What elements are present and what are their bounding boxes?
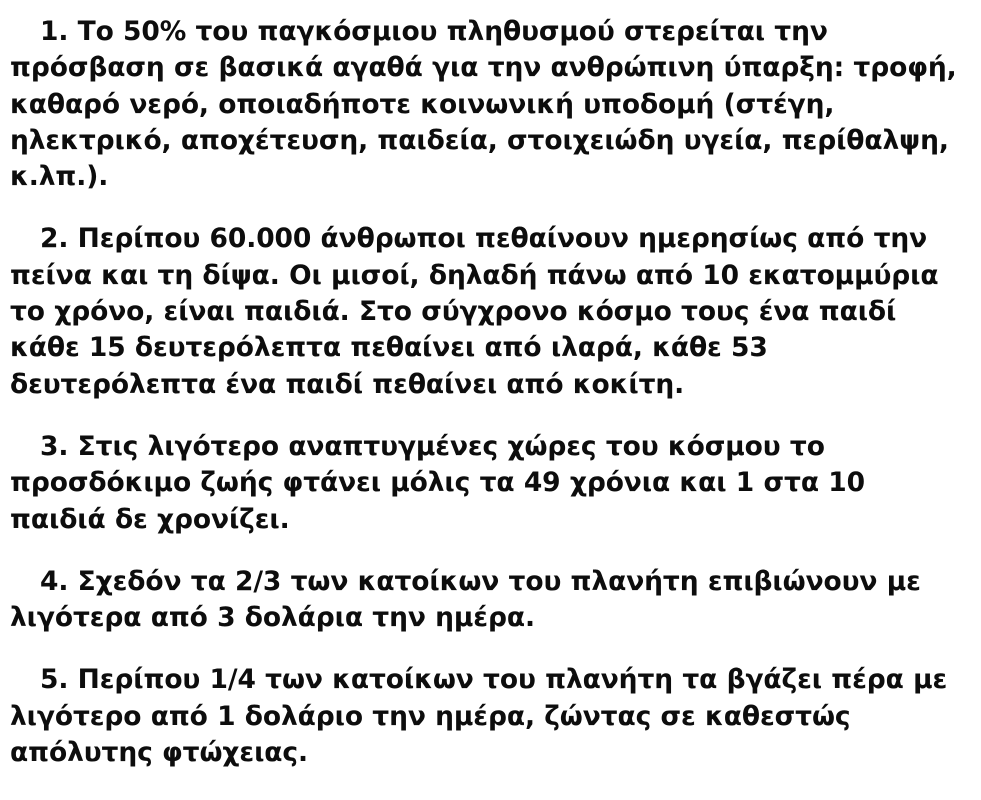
paragraph-4: 4. Σχεδόν τα 2/3 των κατοίκων του πλανήτη επιβιώνουν με λιγότερα από 3 δολάρια την ημέρα. [10, 565, 921, 634]
paragraph-1: 1. Το 50% του παγκόσμιου πληθυσμού στερείται την πρόσβαση σε βασικά αγαθά για την ανθρώπινη ύπαρξη: τροφή, καθαρό νερό, οποιαδήποτε κοινωνική υποδομή (στέγη, ηλεκτρικό, αποχέτευση, παιδεία, στοιχειώδη υγεία, περίθαλψη, κ.λπ.). [10, 16, 957, 193]
paragraph-2: 2. Περίπου 60.000 άνθρωποι πεθαίνουν ημερησίως από την πείνα και τη δίψα. Οι μισοί, δηλαδή πάνω από 10 εκατομμύρια το χρόνο, είναι παιδιά. Στο σύγχρονο κόσμο τους ένα παιδί κάθε 15 δευτερόλεπτα πεθαίνει από ιλαρά, κάθε 53 δευτερόλεπτα ένα παιδί πεθαίνει από κοκίτη. [10, 223, 939, 400]
paragraph-3: 3. Στις λιγότερο αναπτυγμένες χώρες του κόσμου το προσδόκιμο ζωής φτάνει μόλις τα 49 χρόνια και 1 στα 10 παιδιά δε χρονίζει. [10, 430, 865, 535]
paragraph-5: 5. Περίπου 1/4 των κατοίκων του πλανήτη τα βγάζει πέρα με λιγότερο από 1 δολάριο την ημέρα, ζώντας σε καθεστώς απόλυτης φτώχειας. [10, 664, 948, 769]
